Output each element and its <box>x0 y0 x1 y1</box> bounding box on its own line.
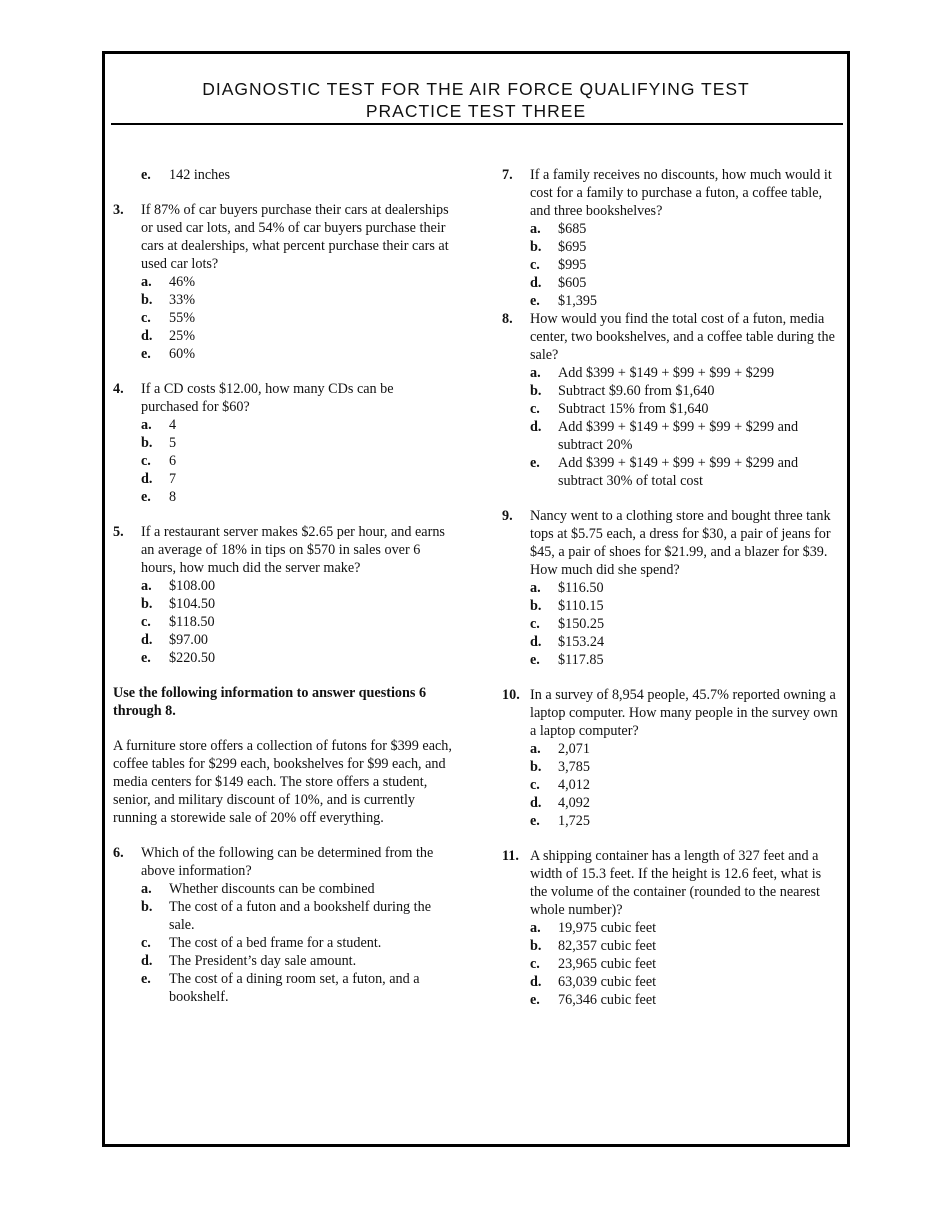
answer-options <box>502 220 842 310</box>
option-text: 5 <box>169 435 177 451</box>
option-letter: c. <box>141 614 151 630</box>
option-text: 8 <box>169 489 177 505</box>
answer-options <box>502 919 842 1009</box>
option-text: 60% <box>169 346 196 362</box>
answer-options <box>502 364 842 490</box>
question-text: If a CD costs $12.00, how many CDs can be purchased for $60? <box>141 381 394 415</box>
option-text: 76,346 cubic feet <box>558 992 657 1008</box>
question-number: 6. <box>113 845 124 861</box>
answer-option <box>113 970 453 1006</box>
question-number: 5. <box>113 524 124 540</box>
question-stem <box>502 507 842 579</box>
option-text: 4 <box>169 417 177 433</box>
option-letter: a. <box>141 578 152 594</box>
question-8 <box>502 310 842 490</box>
answer-option <box>502 364 842 382</box>
answer-option <box>113 488 453 506</box>
option-text: $153.24 <box>558 634 605 650</box>
option-text: 3,785 <box>558 759 590 775</box>
option-letter: c. <box>141 453 151 469</box>
option-text: $97.00 <box>169 632 209 648</box>
answer-option <box>502 776 842 794</box>
answer-option <box>502 919 842 937</box>
answer-option <box>502 615 842 633</box>
option-letter: a. <box>141 274 152 290</box>
option-text: $116.50 <box>558 580 604 596</box>
answer-option <box>113 631 453 649</box>
option-text: Subtract $9.60 from $1,640 <box>558 383 715 399</box>
option-letter: b. <box>141 899 153 915</box>
answer-option <box>113 434 453 452</box>
option-text: 82,357 cubic feet <box>558 938 657 954</box>
question-text: If a family receives no discounts, how much would it cost for a family to purchase a futon, a coffee table, and three bookshelves? <box>530 167 832 219</box>
option-text: Subtract 15% from $1,640 <box>558 401 709 417</box>
option-letter: a. <box>530 221 541 237</box>
question-number: 9. <box>502 508 513 524</box>
option-letter: e. <box>141 346 151 362</box>
option-letter: a. <box>530 580 541 596</box>
option-letter: c. <box>141 935 151 951</box>
question-number: 8. <box>502 311 513 327</box>
option-text: $104.50 <box>169 596 216 612</box>
option-text: $1,395 <box>558 293 598 309</box>
answer-option <box>502 794 842 812</box>
answer-option <box>113 880 453 898</box>
option-letter: e. <box>141 971 151 987</box>
answer-option <box>113 577 453 595</box>
option-text: $605 <box>558 275 587 291</box>
question-text: If 87% of car buyers purchase their cars at dealerships or used car lots, and 54% of car buyers purchase their cars at dealerships, what percent purchase their cars at used car lots? <box>141 202 449 272</box>
option-letter: a. <box>530 365 541 381</box>
option-text: Add $399 + $149 + $99 + $99 + $299 <box>558 365 775 381</box>
option-letter: d. <box>530 795 542 811</box>
option-letter: d. <box>530 419 542 435</box>
option-letter: e. <box>530 293 540 309</box>
question-text: Nancy went to a clothing store and bought three tank tops at $5.75 each, a dress for $30, a pair of jeans for $45, a pair of shoes for $21.99, and a blazer for $39. How much did she spend? <box>530 508 831 578</box>
answer-option <box>502 973 842 991</box>
answer-options <box>113 416 453 506</box>
answer-option <box>502 991 842 1009</box>
option-letter: e. <box>530 813 540 829</box>
option-letter: b. <box>530 598 542 614</box>
answer-option <box>113 470 453 488</box>
option-letter: b. <box>530 759 542 775</box>
question-stem <box>113 844 453 880</box>
option-text: 23,965 cubic feet <box>558 956 657 972</box>
option-letter: b. <box>141 292 153 308</box>
answer-option <box>502 238 842 256</box>
question-5 <box>113 523 453 667</box>
option-letter: c. <box>530 401 540 417</box>
option-text: The cost of a futon and a bookshelf during the sale. <box>169 899 432 933</box>
answer-option <box>502 937 842 955</box>
answer-option <box>113 613 453 631</box>
question-stem <box>502 310 842 364</box>
answer-option <box>113 327 453 345</box>
answer-option <box>502 955 842 973</box>
header-divider <box>111 123 843 125</box>
question-number: 3. <box>113 202 124 218</box>
answer-options <box>113 577 453 667</box>
option-text: $995 <box>558 257 587 273</box>
option-text: Add $399 + $149 + $99 + $99 + $299 and subtract 30% of total cost <box>558 455 799 489</box>
option-letter: b. <box>141 596 153 612</box>
option-text: $118.50 <box>169 614 215 630</box>
answer-option <box>502 758 842 776</box>
option-text: 25% <box>169 328 196 344</box>
answer-option <box>502 382 842 400</box>
answer-option <box>113 898 453 934</box>
option-text: $150.25 <box>558 616 605 632</box>
answer-option <box>113 309 453 327</box>
question-6 <box>113 844 453 1006</box>
answer-option <box>113 649 453 667</box>
option-letter: d. <box>530 275 542 291</box>
page-header <box>111 78 841 122</box>
option-letter: e. <box>530 455 540 471</box>
option-text: The cost of a bed frame for a student. <box>169 935 382 951</box>
question-stem <box>502 847 842 919</box>
question-9 <box>502 507 842 669</box>
question-text: A shipping container has a length of 327 feet and a width of 15.3 feet. If the height is 12.6 feet, what is the volume of the container (rounded to the nearest whole number)? <box>530 848 822 918</box>
option-letter: a. <box>141 881 152 897</box>
question-text: How would you find the total cost of a futon, media center, two bookshelves, and a coffee table during the sale? <box>530 311 835 363</box>
answer-option <box>502 256 842 274</box>
question-stem <box>113 380 453 416</box>
option-letter: d. <box>530 634 542 650</box>
option-text: 19,975 cubic feet <box>558 920 657 936</box>
answer-option <box>502 740 842 758</box>
option-letter: c. <box>141 310 151 326</box>
left-column <box>113 166 453 1006</box>
option-text: 2,071 <box>558 741 590 757</box>
question-number: 4. <box>113 381 124 397</box>
page-frame <box>102 51 850 1147</box>
answer-option <box>502 633 842 651</box>
option-letter: e. <box>141 489 151 505</box>
answer-option <box>113 452 453 470</box>
answer-option <box>502 651 842 669</box>
option-text: $110.15 <box>558 598 604 614</box>
answer-option <box>502 220 842 238</box>
option-text: 1,725 <box>558 813 590 829</box>
option-text: 46% <box>169 274 196 290</box>
question-10 <box>502 686 842 830</box>
option-text: $685 <box>558 221 587 237</box>
answer-option <box>113 291 453 309</box>
answer-option <box>502 597 842 615</box>
option-letter: e. <box>530 652 540 668</box>
option-text: Whether discounts can be combined <box>169 881 375 897</box>
answer-option <box>502 454 842 490</box>
answer-option <box>113 595 453 613</box>
answer-option <box>502 579 842 597</box>
answer-option <box>113 934 453 952</box>
header-subtitle: PRACTICE TEST THREE <box>365 101 587 121</box>
option-text: 4,092 <box>558 795 590 811</box>
answer-options <box>113 880 453 1006</box>
answer-options <box>502 579 842 669</box>
option-letter: a. <box>530 920 541 936</box>
question-3 <box>113 201 453 363</box>
option-letter: b. <box>530 239 542 255</box>
option-letter: b. <box>530 383 542 399</box>
answer-option <box>113 345 453 363</box>
option-text: 55% <box>169 310 196 326</box>
option-letter: c. <box>530 257 540 273</box>
option-letter: d. <box>141 953 153 969</box>
option-letter: a. <box>141 417 152 433</box>
option-letter: c. <box>530 616 540 632</box>
option-letter: b. <box>530 938 542 954</box>
answer-option <box>502 812 842 830</box>
answer-option <box>502 400 842 418</box>
answer-options <box>113 273 453 363</box>
option-letter: e. <box>530 992 540 1008</box>
option-text: $108.00 <box>169 578 216 594</box>
answer-option <box>113 952 453 970</box>
question-stem <box>502 686 842 740</box>
option-text: 4,012 <box>558 777 590 793</box>
answer-options <box>502 740 842 830</box>
answer-option <box>113 273 453 291</box>
option-letter: d. <box>141 328 153 344</box>
question-number: 10. <box>502 687 520 703</box>
option-text: $695 <box>558 239 587 255</box>
question-number: 7. <box>502 167 513 183</box>
question-7 <box>502 166 842 310</box>
option-text: Add $399 + $149 + $99 + $99 + $299 and subtract 20% <box>558 419 799 453</box>
question-11 <box>502 847 842 1009</box>
option-letter: b. <box>141 435 153 451</box>
question-text: Which of the following can be determined from the above information? <box>141 845 434 879</box>
option-letter: d. <box>530 974 542 990</box>
option-letter: c. <box>530 956 540 972</box>
option-letter: c. <box>530 777 540 793</box>
option-letter: d. <box>141 471 153 487</box>
question-stem <box>113 201 453 273</box>
option-letter: e. <box>141 650 151 666</box>
answer-option <box>502 418 842 454</box>
option-text: 6 <box>169 453 177 469</box>
header-title: DIAGNOSTIC TEST FOR THE AIR FORCE QUALIFYING TEST <box>202 79 750 99</box>
option-text: 63,039 cubic feet <box>558 974 657 990</box>
answer-option: e. 142 inches <box>141 167 231 183</box>
option-text: 7 <box>169 471 177 487</box>
answer-option <box>502 274 842 292</box>
option-text: The President’s day sale amount. <box>169 953 357 969</box>
instructions: Use the following information to answer questions 6 through 8. <box>113 685 427 719</box>
question-4 <box>113 380 453 506</box>
question-text: If a restaurant server makes $2.65 per hour, and earns an average of 18% in tips on $570 in sales over 6 hours, how much did the server make? <box>141 524 445 576</box>
question-stem <box>502 166 842 220</box>
passage: A furniture store offers a collection of futons for $399 each, coffee tables for $299 each, bookshelves for $99 each, and media centers for $149 each. The store offers a student, senior, and military discount of 10%, and is currently running a storewide sale of 20% off everything. <box>113 738 452 826</box>
question-text: In a survey of 8,954 people, 45.7% reported owning a laptop computer. How many people in the survey own a laptop computer? <box>530 687 838 739</box>
answer-option <box>113 416 453 434</box>
option-letter: d. <box>141 632 153 648</box>
option-text: 33% <box>169 292 196 308</box>
option-text: $220.50 <box>169 650 216 666</box>
right-column <box>502 166 842 1009</box>
question-stem <box>113 523 453 577</box>
answer-option <box>502 292 842 310</box>
option-text: $117.85 <box>558 652 604 668</box>
question-number: 11. <box>502 848 519 864</box>
option-text: The cost of a dining room set, a futon, and a bookshelf. <box>169 971 420 1005</box>
option-letter: a. <box>530 741 541 757</box>
